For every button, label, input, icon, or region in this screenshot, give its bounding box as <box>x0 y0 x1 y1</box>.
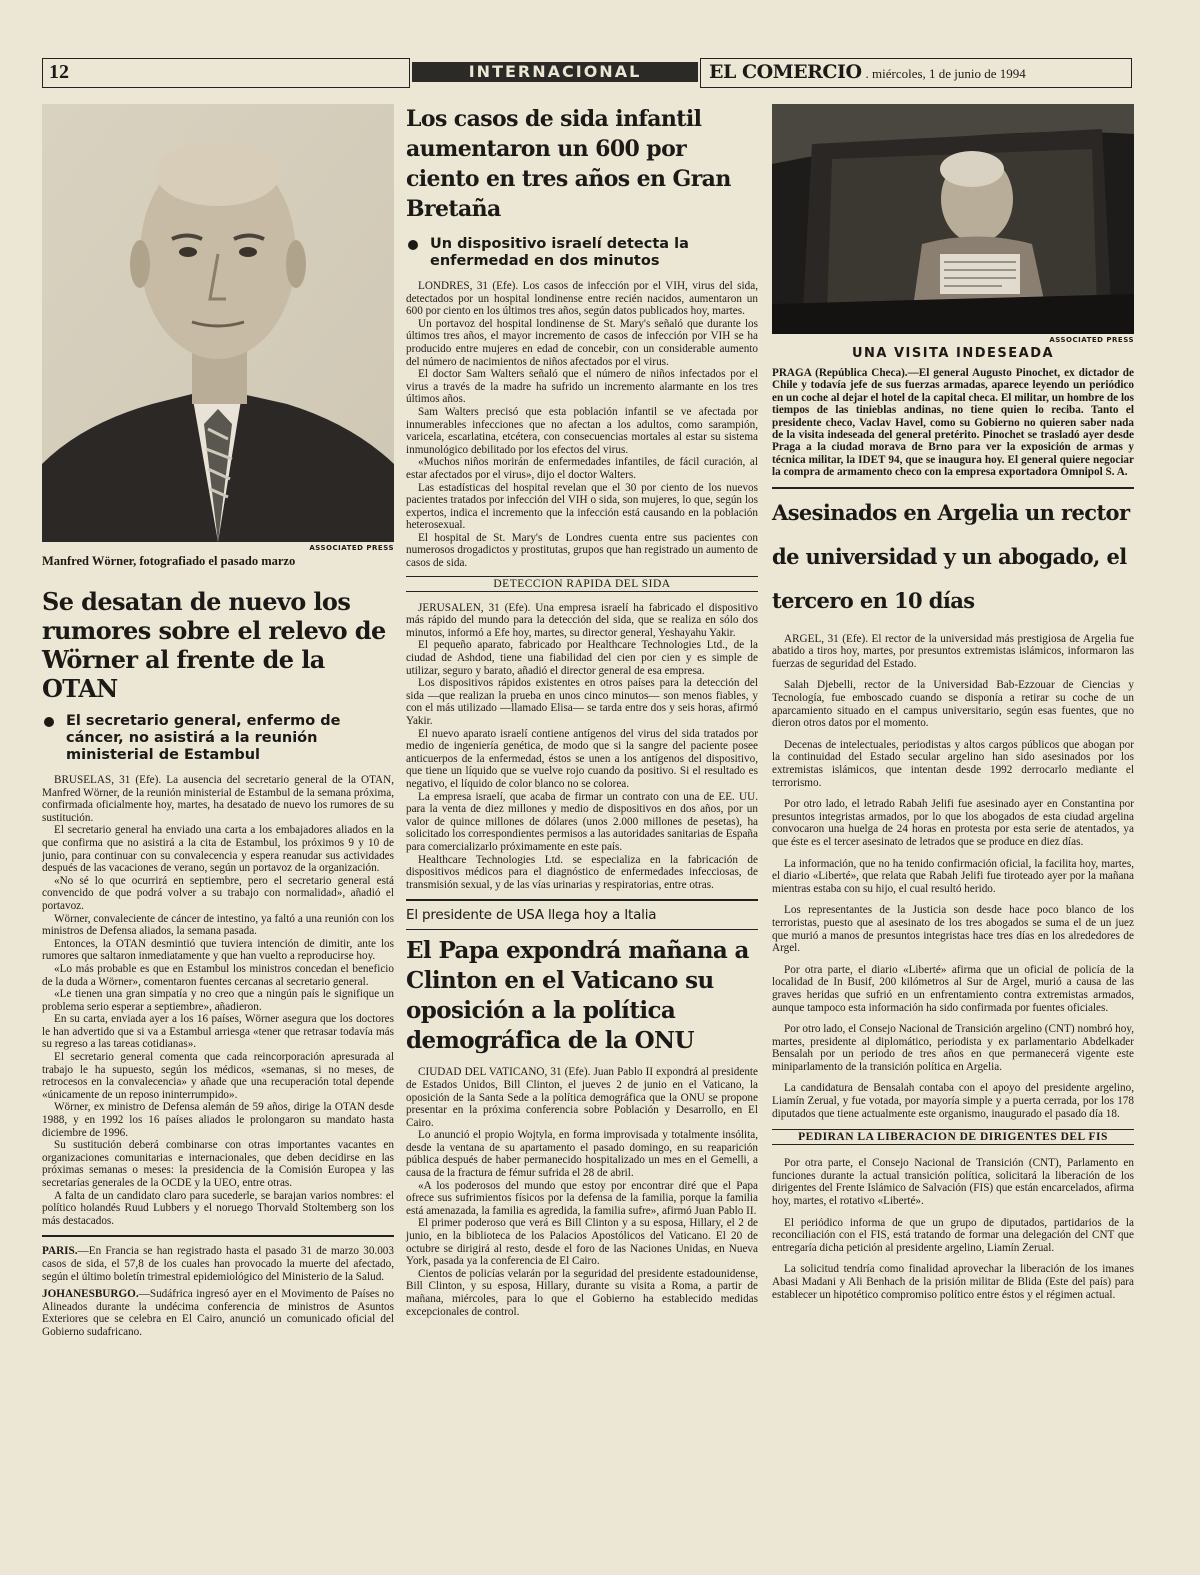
section-heading-deteccion: DETECCION RAPIDA DEL SIDA <box>406 576 758 592</box>
newspaper-name: EL COMERCIO <box>709 61 862 83</box>
paragraph: «Lo más probable es que en Estambul los ministros concedan el beneficio de la duda a Wörner», comentaron fuentes cercanas al secretario general. <box>42 962 394 988</box>
subhead-sida <box>406 236 758 270</box>
paragraph: «A los poderosos del mundo que estoy por encontrar diré que el Papa ofrece sus sufrimientos físicos por la defensa de la familia, porque la familia está amenazada, la familia es agredida, la familia sufre», afirmó Juan Pablo II. <box>406 1179 758 1217</box>
paragraph: Wörner, ex ministro de Defensa alemán de 59 años, dirige la OTAN desde 1988, y en 1992 los 16 países aliados le prolongaron su mandato hasta diciembre de 1996. <box>42 1101 394 1139</box>
divider <box>42 1235 394 1237</box>
paragraph: Un portavoz del hospital londinense de St. Mary's señaló que durante los últimos tres años, el mayor incremento de casos de infección por VIH se ha producido entre mujeres en edad de concebir, con un considerable aumento del número de nacimientos de niños afectados por el virus. <box>406 317 758 368</box>
subhead-worner <box>42 713 394 764</box>
paragraph: Por otro lado, el Consejo Nacional de Transición argelino (CNT) nombró hoy, martes, presidente al diplomático, periodista y ex parlamentario Abdelkader Bensalah por un periodo de tres años en que permanecerá vigente este miniparlamento de la transición política en Argelia. <box>772 1023 1134 1073</box>
paragraph: Healthcare Technologies Ltd. se especializa en la fabricación de dispositivos médicos para el diagnóstico de enfermedades infecciosas, de transmisión sexual, y de las vías urinarias y respiratorias, entre otras. <box>406 853 758 891</box>
paragraph: «No sé lo que ocurrirá en septiembre, pero el secretario general está convencido de que podrá volver a su trabajo con normalidad», añadió el portavoz. <box>42 874 394 912</box>
column-1 <box>42 104 394 1339</box>
paragraph: El primer poderoso que verá es Bill Clinton y a su esposa, Hillary, el 2 de junio, en la biblioteca de los Palacios Apostólicos del Vaticano. El 20 de octubre se dirigirá al resto, desde el foro de las Naciones Unidas, en Nueva York, pasada ya la conferencia de El Cairo. <box>406 1217 758 1268</box>
headline-papa: El Papa expondrá mañana a Clinton en el Vaticano su oposición a la política demográfica de la ONU <box>406 937 749 1055</box>
divider <box>406 929 758 930</box>
brief-city: JOHANESBURGO. <box>42 1288 139 1301</box>
paragraph: Por otra parte, el Consejo Nacional de Transición (CNT), Parlamento en funciones durante la actual transición política, solicitará la liberación de los dirigentes del Frente Islámico de Salvación (FIS) que están encarcelados, afirma hoy, martes, el rotativo «Liberté». <box>772 1157 1134 1208</box>
paragraph: LONDRES, 31 (Efe). Los casos de infección por el VIH, virus del sida, detectados por un hospital londinense entre recién nacidos, aumentaron un 600 por ciento en los últimos tres años, según datos publicados hoy, martes. <box>406 280 758 318</box>
column-3 <box>772 104 1134 1310</box>
page-header <box>42 58 1132 90</box>
headline-sida: Los casos de sida infantil aumentaron un 600 por ciento en tres años en Gran Bretaña <box>406 106 731 222</box>
article-worner-body <box>42 774 394 1227</box>
car-illustration <box>772 104 1134 334</box>
bullet-icon <box>44 717 54 727</box>
brief-text: —Sudáfrica ingresó ayer en el Movimento de Países no Alineados durante la undécima conferencia de ministros de Asuntos Exteriores que se celebra en El Cairo, anunció un comunicado oficial del Gobierno sudafricano. <box>42 1288 394 1338</box>
photo-credit: ASSOCIATED PRESS <box>1049 336 1134 344</box>
photo-caption: Manfred Wörner, fotografiado el pasado marzo <box>42 554 296 568</box>
brief-johanesburgo <box>42 1288 394 1338</box>
headline-worner: Se desatan de nuevo los rumores sobre el relevo de Wörner al frente de la OTAN <box>42 587 386 703</box>
paragraph: BRUSELAS, 31 (Efe). La ausencia del secretario general de la OTAN, Manfred Wörner, de la reunión ministerial de Estambul de la semana próxima, confirmada oficialmente hoy, martes, ha desatado de nuevo los rumores de su sustitución. <box>42 774 394 824</box>
paragraph: Por otra parte, el diario «Liberté» afirma que un oficial de policía de la localidad de In Busif, 200 kilómetros al Sur de Argel, murió a causa de las graves heridas que sufrió en un enfrentamiento contra extremistas armados, aunque tampoco esta información ha sido confirmada por fuentes oficiales. <box>772 963 1134 1014</box>
paragraph: Sam Walters precisó que esta población infantil se ve afectada por innumerables infecciones que no afectan a los adultos, como sarampión, varicela, escarlatina, etcétera, con consecuencias mortales al estar su sistema inmunológico debilitado por los efectos del virus. <box>406 405 758 456</box>
issue-date: . miércoles, 1 de junio de 1994 <box>865 66 1026 81</box>
photo-credit: ASSOCIATED PRESS <box>309 544 394 552</box>
visit-title: UNA VISITA INDESEADA <box>851 346 1055 361</box>
paragraph: Entonces, la OTAN desmintió que tuviera intención de dimitir, ante los rumores que saltaron inmediatamente y que han vuelto a reproducirse hoy. <box>42 937 394 963</box>
article-papa-body <box>406 1066 758 1318</box>
column-2 <box>406 104 758 1318</box>
brief-city: PARIS. <box>42 1245 78 1258</box>
paragraph: Lo anunció el propio Wojtyla, en forma improvisada y totalmente insólita, desde la ventana de su apartamento el pasado domingo, en su reaparición pública después de haber permanecido hospitalizado un mes en el Gemelli, a causa de la fractura de fémur sufrida el 28 de abril. <box>406 1129 758 1180</box>
paragraph: Por otro lado, el letrado Rabah Jelifi fue asesinado ayer en Constantina por presuntos integristas armados, por lo que los abogados de esta ciudad argelina convocaron una huelga de 24 horas en protesta por esta serie de atentados, ya que éste es el tercer asesinato de letrados que se produce en diez días. <box>772 798 1134 848</box>
subhead-text: El secretario general, enfermo de cáncer, no asistirá a la reunión ministerial de Estambul <box>66 713 341 763</box>
paragraph: Los dispositivos rápidos existentes en otros países para la detección del sida —que realizan la prueba en unos cinco minutos— son menos fiables, y con el más utilizado —llamado Elisa— se tarda entre dos y seis horas, afirmó Yakir. <box>406 677 758 727</box>
headline-argelia: Asesinados en Argelia un rector de universidad y un abogado, el tercero en 10 días <box>772 499 1130 613</box>
paragraph: La solicitud tendría como finalidad aprovechar la liberación de los imanes Abasi Madani y Ali Benhach de la prisión militar de Blida (Este del país) para establecer un hipotético compromiso político entre éstos y el régimen actual. <box>772 1263 1134 1301</box>
paragraph: El pequeño aparato, fabricado por Healthcare Technologies Ltd., de la ciudad de Ashdod, tiene una fiabilidad del cien por cien y es simple de utilizar, seguro y barato, añadió el director general de esa empresa. <box>406 639 758 677</box>
paragraph: El hospital de St. Mary's de Londres cuenta entre sus pacientes con numerosos drogadictos y prostitutas, grupos que han registrado un aumento de casos de sida. <box>406 531 758 570</box>
paragraph: Wörner, convaleciente de cáncer de intestino, ya faltó a una reunión con los ministros de Defensa aliados, la semana pasada. <box>42 912 394 938</box>
paragraph: ARGEL, 31 (Efe). El rector de la universidad más prestigiosa de Argelia fue abatido a tiros hoy, martes, por presuntos extremistas islámicos, informaron las fuerzas de seguridad del Estado. <box>772 632 1134 670</box>
paragraph: Cientos de policías velarán por la seguridad del presidente estadounidense, Bill Clinton, y su esposa, Hillary, durante su visita a Roma, a partir de mañana, miércoles, para lo que el Gobierno ha establecido medidas excepcionales de control. <box>406 1267 758 1318</box>
paragraph: En su carta, enviada ayer a los 16 países, Wörner asegura que los doctores le han advertido que si va a Estambul arriesga «tener que retrasar todavía más su regreso a las tareas cotidianas». <box>42 1013 394 1051</box>
masthead <box>700 58 1132 88</box>
paragraph: La candidatura de Bensalah contaba con el apoyo del presidente argelino, Liamín Zerual, y fue votada, por mayoría simple y a puerta cerrada, por los 178 diputados que tiene actualmente este organismo, inaugurado el pasado día 18. <box>772 1082 1134 1120</box>
paragraph: JERUSALEN, 31 (Efe). Una empresa israelí ha fabricado el dispositivo más rápido del mundo para la detección del sida, que se realiza en sólo dos minutos, informó a Efe hoy, martes, su director general, Yeshayahu Yakir. <box>406 601 758 639</box>
page-number: 12 <box>42 58 410 88</box>
paragraph: A falta de un candidato claro para sucederle, se barajan varios nombres: el político holandés Ruud Lubbers y el noruego Thorvald Stoltemberg son los más destacados. <box>42 1189 394 1227</box>
paragraph: «Le tienen una gran simpatía y no creo que a ningún país le signifique un problema serio esperar a septiembre», añadieron. <box>42 988 394 1013</box>
paragraph: El secretario general ha enviado una carta a los embajadores aliados en la que confirma que no asistirá a la cita de Estambul, los próximos 9 y 10 de junio, para continuar con su convalecencia y espera reanudar sus actividades después de las vacaciones de verano, según un portavoz de la organización. <box>42 824 394 875</box>
paragraph: Las estadísticas del hospital revelan que el 30 por ciento de los nuevos pacientes tratados por infección del VIH o sida, son mujeres, lo que, según los expertos, indica el incremento que la infección está causando en la población heterosexual. <box>406 481 758 532</box>
subhead-text: Un dispositivo israelí detecta la enfermedad en dos minutos <box>430 236 689 269</box>
article-deteccion-body <box>406 602 758 892</box>
paragraph: CIUDAD DEL VATICANO, 31 (Efe). Juan Pablo II expondrá al presidente de Estados Unidos, Bill Clinton, el jueves 2 de junio en el Vaticano, la oposición de la Santa Sede a la política demográfica que la ONU se propone presentar en la próxima conferencia sobre Población y Desarrollo, en El Cairo. <box>406 1066 758 1129</box>
article-fis-body <box>772 1157 1134 1301</box>
section-heading-fis: PEDIRAN LA LIBERACION DE DIRIGENTES DEL FIS <box>772 1129 1134 1145</box>
pinochet-photo <box>772 104 1134 334</box>
section-name: INTERNACIONAL <box>412 62 698 82</box>
paragraph: El doctor Sam Walters señaló que el número de niños infectados por el virus a través de la madre ha sufrido un incremento alarmante en los tres últimos años. <box>406 368 758 406</box>
paragraph: Los representantes de la Justicia son desde hace poco blanco de los terroristas, puesto que al asesinato de los tres abogados se suma el de un juez que murió a manos de presuntos integristas hace tres días en los alrededores de Argel. <box>772 904 1134 955</box>
kicker-clinton: El presidente de USA llega hoy a Italia <box>406 907 657 924</box>
paragraph: El periódico informa de que un grupo de diputados, partidarios de la reconciliación con el FIS, está tratando de formar una delegación del CNT que entregaría dicha petición al presidente argelino, Liamín Zerual. <box>772 1216 1134 1254</box>
paragraph: Decenas de intelectuales, periodistas y altos cargos públicos que abogan por la continuidad del Estado secular argelino han sido asesinados por los extremistas islámicos, que intentan desde 1992 derrocarlo mediante el terrorismo. <box>772 738 1134 789</box>
bullet-icon <box>408 240 418 250</box>
paragraph: Su sustitución deberá combinarse con otras importantes vacantes en organizaciones comunitarias e internacionales, que deben decidirse en las próximas semanas o meses: la presidencia de la Comisión Europea y las secretarías generales de la OCDE y la UEO, entre otras. <box>42 1139 394 1189</box>
paragraph: El nuevo aparato israelí contiene antígenos del virus del sida tratados por medio de ingeniería genética, de modo que si la sangre del paciente posee anticuerpos de la enfermedad, éstos se unen a los antígenos del dispositivo, que tiene un líquido que se vuelve rojo cuando da positivo. Si el resultado es negativo, el líquido de color blanco no se colorea. <box>406 727 758 790</box>
paragraph: La información, que no ha tenido confirmación oficial, la facilita hoy, martes, el diario «Liberté», que relata que Rabah Jelifi fue tiroteado ayer por la mañana mientras estaba con su hijo, el cual resultó herido. <box>772 857 1134 895</box>
divider <box>406 899 758 901</box>
brief-paris <box>42 1245 394 1283</box>
article-argelia-body <box>772 633 1134 1121</box>
portrait-illustration <box>42 104 394 542</box>
paragraph: Salah Djebelli, rector de la Universidad Bab-Ezzouar de Ciencias y Tecnología, fue emboscado cuando se disponía a retirar su coche de un aparcamiento situado en el campus universitario, según esas fuentes, que no dieron otros datos por el momento. <box>772 679 1134 730</box>
visit-caption: PRAGA (República Checa).—El general Augusto Pinochet, ex dictador de Chile y todavía jefe de sus fuerzas armadas, aparece leyendo un periódico en un coche al dejar el hotel de la capital checa. El militar, un hombre de los tiempos de las tinieblas andinas, no tiene quien lo reciba. Tanto el presidente checo, Vaclav Havel, como su Gobierno no quieren saber nada de la visita indeseada del general pretérito. Pinochet se trasladó ayer desde Praga a la ciudad morava de Brno para ver la exposición de armas y técnica militar, la IDET 94, que se inaugura hoy. El general quiere negociar la compra de armamento checo con la empresa exportadora Omnipol S. A. <box>772 367 1134 479</box>
divider <box>772 487 1134 489</box>
paragraph: «Muchos niños morirán de enfermedades infantiles, de fácil curación, al estar afectados por el virus», dijo el doctor Walters. <box>406 456 758 481</box>
article-sida-body <box>406 280 758 570</box>
portrait-photo <box>42 104 394 542</box>
paragraph: La empresa israelí, que acaba de firmar un contrato con una de EE. UU. para la venta de diez millones y medio de dispositivos en dos años, por un valor de quince millones de dólares (unos 2.000 millones de pesetas), ha solicitado los correspondientes permisos a las autoridades sanitarias de España para comercializarlo próximamente en este país. <box>406 790 758 853</box>
paragraph: El secretario general comenta que cada reincorporación apresurada al trabajo le ha supuesto, según los médicos, «semanas, si no meses, de retrocesos en la convalecencia» y añade que una recuperación total depende «únicamente de un reposo ininterrumpido». <box>42 1051 394 1101</box>
brief-text: —En Francia se han registrado hasta el pasado 31 de marzo 30.003 casos de sida, el 57,8 de los cuales han provocado la muerte del afectado, según el último boletín trimestral epidemiológico del Ministerio de la Salud. <box>42 1245 394 1283</box>
